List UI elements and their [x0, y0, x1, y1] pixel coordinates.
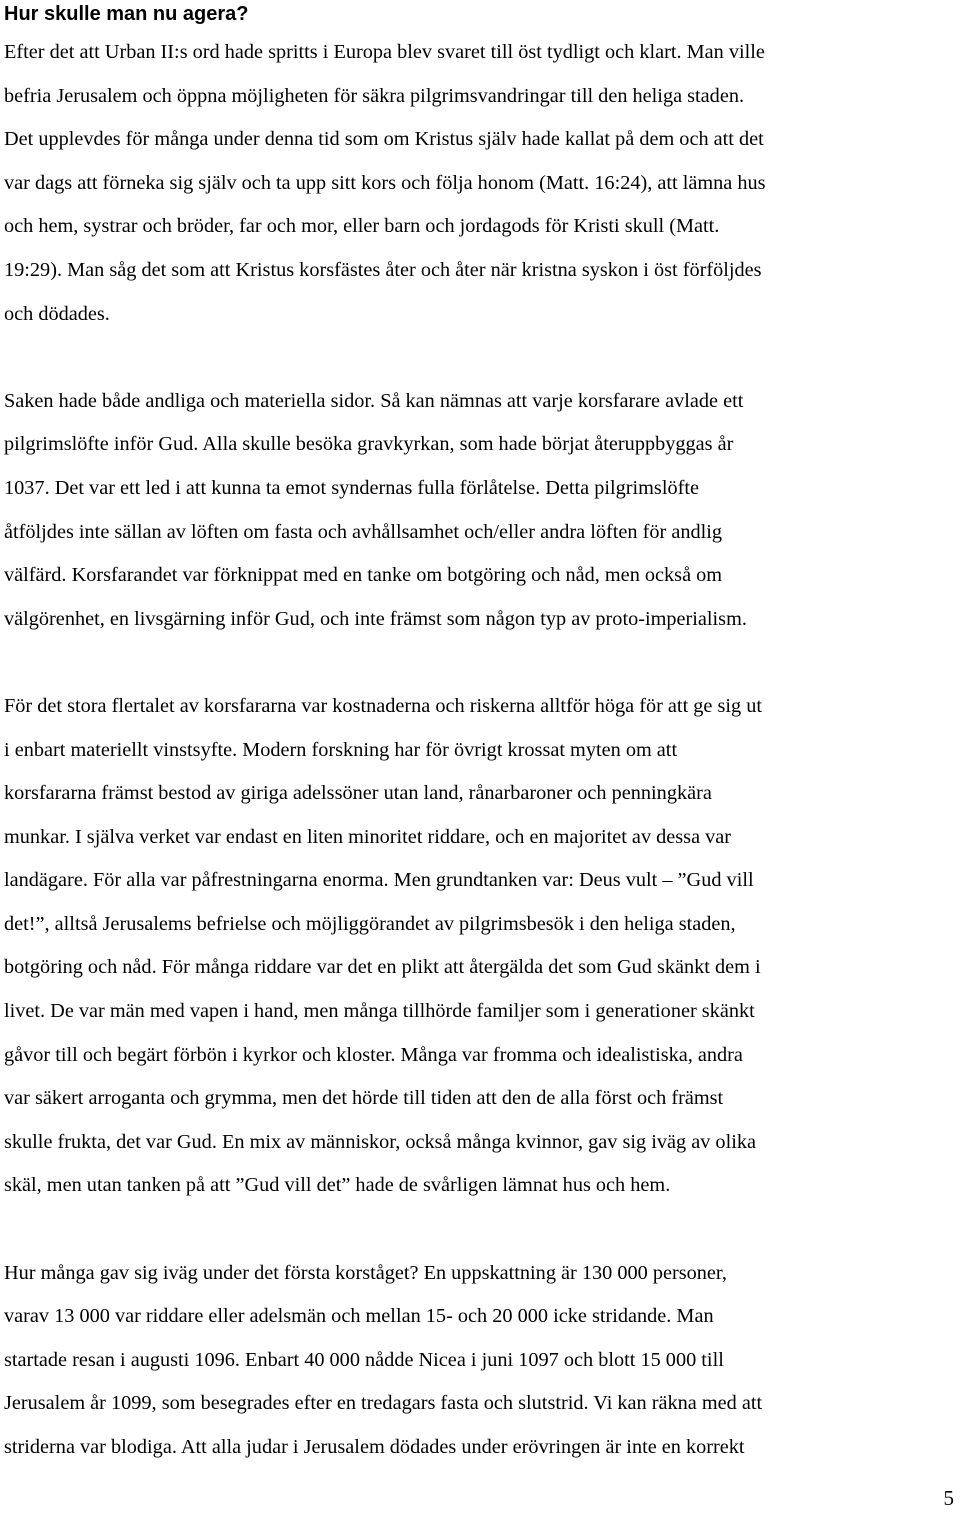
paragraph-line: botgöring och nåd. För många riddare var det en plikt att återgälda det som Gud skänkt dem i [4, 956, 761, 979]
paragraph-line: korsfararna främst bestod av giriga adelssöner utan land, rånarbaroner och penningkära [4, 782, 712, 805]
paragraph-line: varav 13 000 var riddare eller adelsmän och mellan 15- och 20 000 icke stridande. Man [4, 1305, 714, 1328]
paragraph-line: skulle frukta, det var Gud. En mix av människor, också många kvinnor, gav sig iväg av olika [4, 1130, 756, 1153]
paragraph-line: välfärd. Korsfarandet var förknippat med en tanke om botgöring och nåd, men också om [4, 564, 723, 587]
paragraph-4 [4, 1252, 954, 1470]
paragraph-2 [4, 380, 954, 642]
section-heading: Hur skulle man nu agera? [4, 3, 249, 25]
paragraph-line: För det stora flertalet av korsfararna var kostnaderna och riskerna alltför höga för att ge sig ut [4, 694, 763, 717]
paragraph-line: Efter det att Urban II:s ord hade spritts i Europa blev svaret till öst tydligt och klart. Man ville [4, 41, 765, 63]
document-page [4, 0, 954, 1470]
paragraph-line: i enbart materiellt vinstsyfte. Modern forskning har för övrigt krossat myten om att [4, 738, 678, 761]
paragraph-line: befria Jerusalem och öppna möjligheten för säkra pilgrimsvandringar till den heliga staden. [4, 84, 745, 107]
paragraph-3 [4, 685, 954, 1208]
paragraph-1 [4, 31, 954, 336]
paragraph-line: åtföljdes inte sällan av löften om fasta och avhållsamhet och/eller andra löften för andlig [4, 520, 723, 543]
paragraph-line: landägare. För alla var påfrestningarna enorma. Men grundtanken var: Deus vult – ”Gud vill [4, 869, 754, 892]
paragraph-line: var dags att förneka sig själv och ta upp sitt kors och följa honom (Matt. 16:24), att lämna hus [4, 171, 766, 194]
paragraph-line: 1037. Det var ett led i att kunna ta emot syndernas fulla förlåtelse. Detta pilgrimslöfte [4, 476, 699, 499]
paragraph-line: 19:29). Man såg det som att Kristus korsfästes åter och åter när kristna syskon i öst förföljdes [4, 258, 762, 281]
paragraph-line: striderna var blodiga. Att alla judar i Jerusalem dödades under erövringen är inte en korrekt [4, 1436, 745, 1458]
paragraph-line: och dödades. [4, 302, 110, 325]
paragraph-line: skäl, men utan tanken på att ”Gud vill det” hade de svårligen lämnat hus och hem. [4, 1174, 671, 1197]
paragraph-line: var säkert arroganta och grymma, men det hörde till tiden att den de alla först och främst [4, 1087, 724, 1110]
paragraph-line: Hur många gav sig iväg under det första korståget? En uppskattning är 130 000 personer, [4, 1261, 727, 1284]
paragraph-spacer [4, 1208, 954, 1252]
paragraph-line: munkar. I själva verket var endast en liten minoritet riddare, och en majoritet av dessa var [4, 825, 732, 848]
page-number: 5 [943, 1486, 954, 1510]
paragraph-line: Saken hade både andliga och materiella sidor. Så kan nämnas att varje korsfarare avlade ett [4, 389, 744, 412]
paragraph-line: gåvor till och begärt förbön i kyrkor och kloster. Många var fromma och idealistiska, andra [4, 1043, 743, 1066]
paragraph-line: och hem, systrar och bröder, far och mor, eller barn och jordagods för Kristi skull (Matt. [4, 215, 720, 238]
paragraph-line: Det upplevdes för många under denna tid som om Kristus själv hade kallat på dem och att det [4, 128, 764, 151]
paragraph-line: Jerusalem år 1099, som besegrades efter en tredagars fasta och slutstrid. Vi kan räkna med att [4, 1392, 763, 1415]
paragraph-line: livet. De var män med vapen i hand, men många tillhörde familjer som i generationer skänkt [4, 1000, 755, 1023]
paragraph-line: startade resan i augusti 1096. Enbart 40 000 nådde Nicea i juni 1097 och blott 15 000 till [4, 1348, 724, 1371]
paragraph-spacer [4, 641, 954, 685]
paragraph-line: välgörenhet, en livsgärning inför Gud, och inte främst som någon typ av proto-imperialism. [4, 607, 747, 630]
paragraph-line: pilgrimslöfte inför Gud. Alla skulle besöka gravkyrkan, som hade börjat återuppbyggas år [4, 433, 734, 456]
paragraph-spacer [4, 336, 954, 380]
paragraph-line: det!”, alltså Jerusalems befrielse och möjliggörandet av pilgrimsbesök i den heliga staden, [4, 912, 736, 935]
